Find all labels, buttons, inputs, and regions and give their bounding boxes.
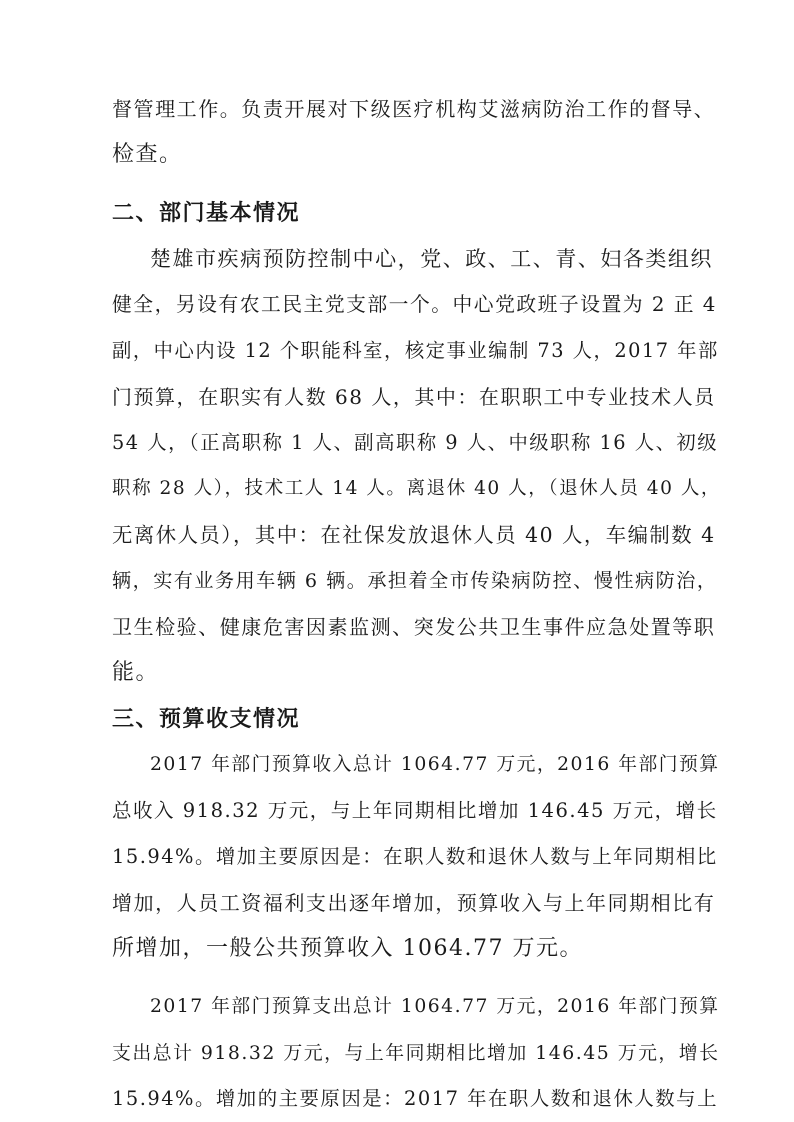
paragraph-line: 卫生检验、健康危害因素监测、突发公共卫生事件应急处置等职 [112, 615, 716, 639]
paragraph-line: 副，中心内设 12 个职能科室，核定事业编制 73 人，2017 年部 [112, 339, 719, 362]
paragraph-line: 支出总计 918.32 万元，与上年同期相比增加 146.45 万元，增长 [112, 1042, 720, 1064]
paragraph-line: 职称 28 人），技术工人 14 人。离退休 40 人，（退休人员 40 人， [112, 478, 722, 499]
paragraph-line: 54 人，（正高职称 1 人、副高职称 9 人、中级职称 16 人、初级 [112, 431, 719, 454]
paragraph-line: 楚雄市疾病预防控制中心，党、政、工、青、妇各类组织 [150, 246, 713, 271]
paragraph-line: 辆，实有业务用车辆 6 辆。承担着全市传染病防控、慢性病防治， [112, 569, 718, 592]
paragraph-line: 总收入 918.32 万元，与上年同期相比增加 146.45 万元，增长 [112, 799, 718, 822]
paragraph-line: 能。 [112, 660, 160, 685]
section-heading: 三、预算收支情况 [112, 706, 301, 732]
paragraph-line: 无离休人员），其中：在社保发放退休人员 40 人，车编制数 4 [112, 523, 716, 547]
paragraph-line: 所增加，一般公共预算收入 1064.77 万元。 [112, 936, 583, 961]
section-heading: 二、部门基本情况 [112, 200, 301, 226]
paragraph-line: 检查。 [112, 142, 183, 167]
paragraph-line: 2017 年部门预算支出总计 1064.77 万元，2016 年部门预算 [150, 996, 720, 1017]
paragraph-line: 健全，另设有农工民主党支部一个。中心党政班子设置为 2 正 4 [112, 293, 717, 316]
paragraph-line: 督管理工作。负责开展对下级医疗机构艾滋病防治工作的督导、 [112, 97, 716, 121]
paragraph-line: 增加，人员工资福利支出逐年增加，预算收入与上年同期相比有 [112, 891, 716, 915]
paragraph-line: 15.94%。增加的主要原因是：2017 年在职人数和退休人数与上 [112, 1087, 718, 1110]
paragraph-line: 15.94%。增加主要原因是：在职人数和退休人数与上年同期相比 [112, 845, 718, 868]
paragraph-line: 2017 年部门预算收入总计 1064.77 万元，2016 年部门预算 [150, 754, 720, 775]
paragraph-line: 门预算，在职实有人数 68 人，其中：在职职工中专业技术人员 [112, 385, 716, 409]
